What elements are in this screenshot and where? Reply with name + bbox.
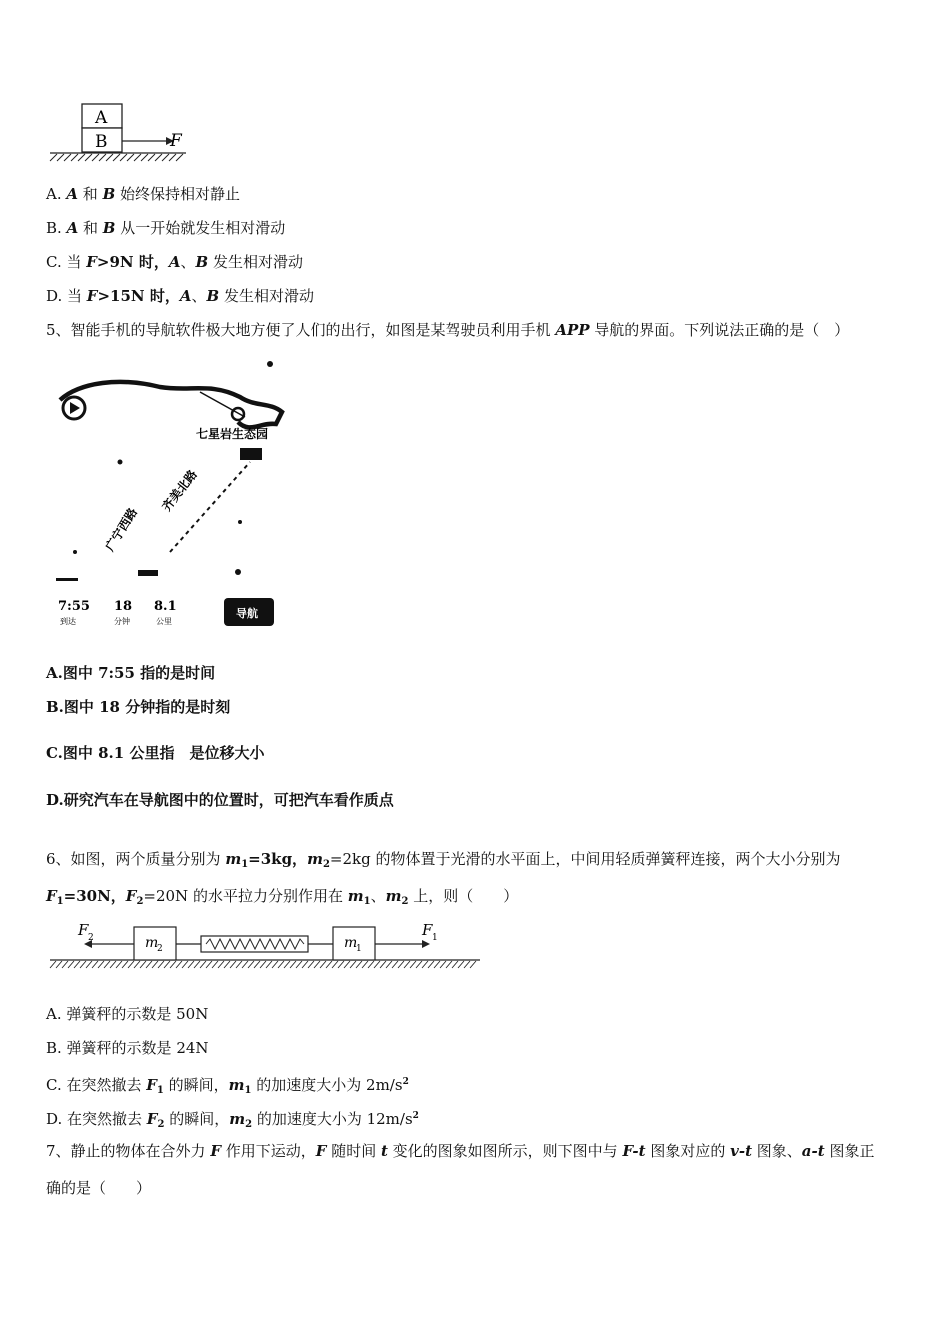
mass-m1-label: m — [344, 935, 358, 951]
block-b-label: B — [95, 132, 108, 152]
force-f2-sub: 2 — [88, 933, 94, 943]
q5-option-a[interactable]: A.图中 7:55 指的是时间 — [46, 664, 216, 682]
mass-m2-label: m — [145, 935, 159, 951]
eta-time: 7:55 — [58, 599, 90, 614]
bus-stop-icon — [240, 448, 262, 460]
map-place-label: 七星岩生态园 — [196, 427, 269, 441]
map-nav-button-label: 导航 — [236, 607, 258, 620]
q7-stem-line-1: 7、静止的物体在合外力 F 作用下运动，F 随时间 t 变化的图象如图所示，则下图中与 F-t 图象对应的 v-t 图象、a-t 图象正 — [46, 1142, 875, 1160]
q6-stem-line-2: $F_1=30N$，$F_2=20N$ 的水平拉力分别作用在 $m_1$、$m_2$ 上，则（ ） — [46, 887, 519, 907]
force-f2-label: F — [78, 921, 89, 939]
map-marks — [56, 361, 273, 581]
q6-option-b[interactable]: B. 弹簧秤的示数是 24N — [46, 1039, 209, 1057]
map-road-2-label: 齐美北路 — [159, 467, 200, 514]
route-path — [60, 382, 282, 427]
destination-pin-icon — [232, 408, 244, 420]
force-f1-label: F — [422, 921, 433, 939]
eta-minutes: 18 — [114, 599, 133, 614]
q4-option-c[interactable]: C. 当 F>9N 时，A、B 发生相对滑动 — [46, 253, 303, 271]
q4-option-d[interactable]: D. 当 F>15N 时，A、B 发生相对滑动 — [46, 287, 314, 305]
force-f1-arrowhead — [422, 940, 430, 948]
q5-option-d[interactable]: D.研究汽车在导航图中的位置时，可把汽车看作质点 — [46, 791, 394, 809]
q4-option-a[interactable]: A. A 和 B 始终保持相对静止 — [46, 185, 241, 203]
q4-option-b[interactable]: B. A 和 B 从一开始就发生相对滑动 — [46, 219, 286, 237]
q6-option-a[interactable]: A. 弹簧秤的示数是 50N — [46, 1005, 209, 1023]
q5-option-b[interactable]: B.图中 18 分钟指的是时刻 — [46, 698, 231, 716]
eta-minutes-unit: 分钟 — [114, 617, 130, 626]
q6-option-c[interactable]: C. 在突然撤去 $F_1$ 的瞬间，$m_1$ 的加速度大小为 $2m/s^2$ — [46, 1076, 409, 1096]
force-f1-sub: 1 — [432, 933, 438, 943]
eta-time-unit: 到达 — [60, 617, 76, 626]
ground-hatch — [50, 154, 183, 161]
q7-stem-line-2: 确的是（ ） — [46, 1179, 152, 1197]
q5-option-c[interactable]: C.图中 8.1 公里指 是位移大小 — [46, 744, 265, 762]
force-f-label: F — [170, 131, 182, 151]
navigation-map-figure — [50, 352, 290, 632]
spring-masses-figure — [46, 918, 486, 972]
eta-distance: 8.1 — [154, 599, 177, 614]
mass-m2-sub: 2 — [157, 944, 163, 954]
q6-option-d[interactable]: D. 在突然撤去 $F_2$ 的瞬间，$m_2$ 的加速度大小为 $12m/s^2$ — [46, 1110, 419, 1130]
q6-stem-line-1: 6、如图，两个质量分别为 $m_1=3kg$，$m_2=2kg$ 的物体置于光滑的水平面上，中间用轻质弹簧秤连接，两个大小分别为 — [46, 850, 841, 870]
map-road-1-label: 广宁西路 — [102, 505, 140, 554]
block-a-label: A — [95, 108, 108, 128]
q5-stem: 5、智能手机的导航软件极大地方便了人们的出行，如图是某驾驶员利用手机 APP 导航的界面。下列说法正确的是（ ） — [46, 321, 850, 339]
blocks-ab-figure — [46, 100, 196, 164]
eta-distance-unit: 公里 — [156, 617, 172, 626]
mass-m1-sub: 1 — [356, 944, 362, 954]
q6-ground-hatch — [50, 961, 476, 968]
